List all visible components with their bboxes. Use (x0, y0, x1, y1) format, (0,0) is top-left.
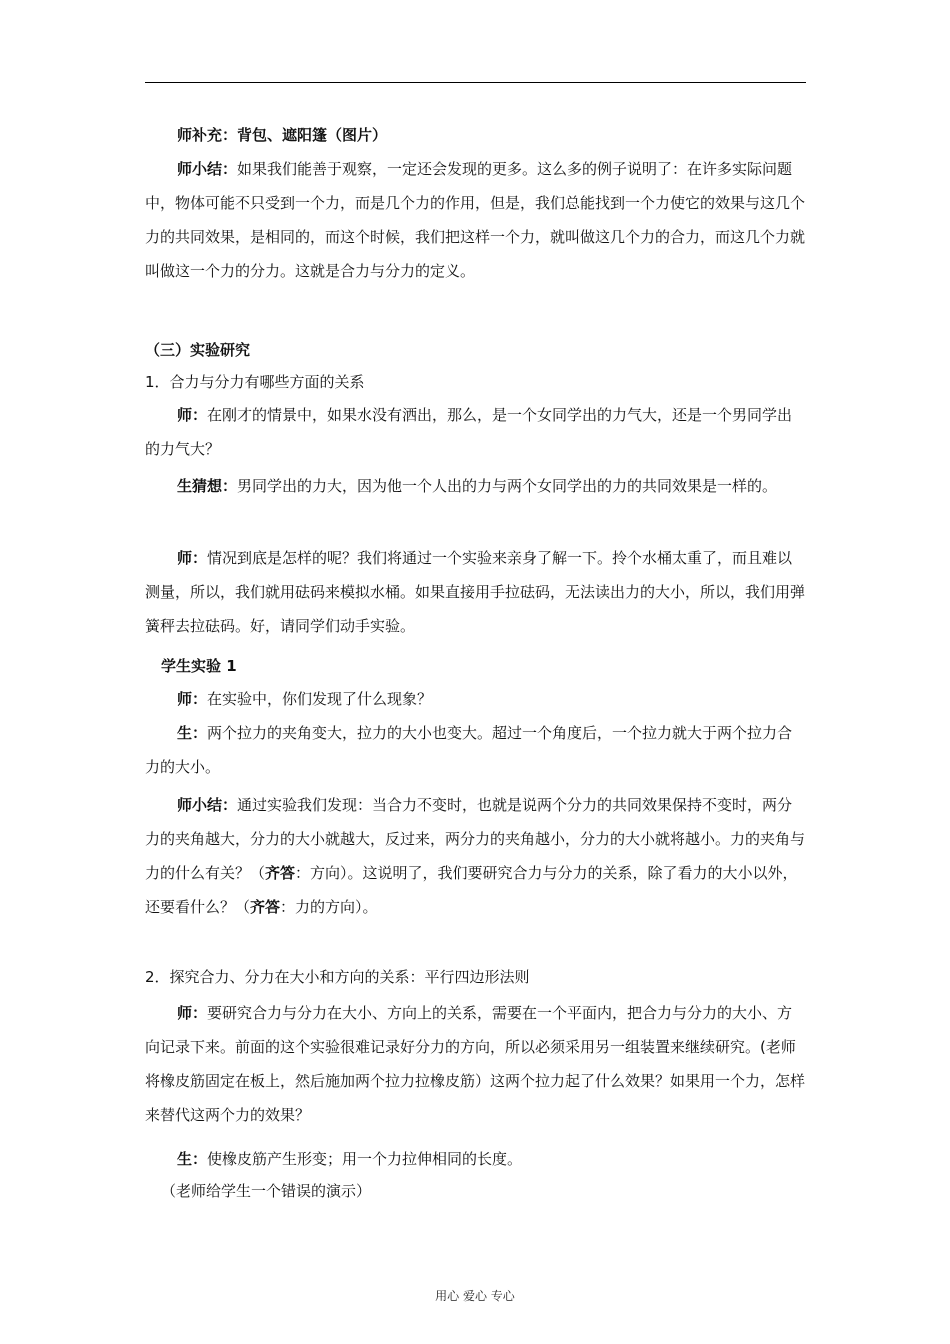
speaker-label: 师： (177, 406, 208, 424)
speaker-label: 师补充：背包、遮阳篷（图片） (177, 126, 388, 144)
chorus-label: 齐答 (250, 898, 281, 916)
para-student-reply (145, 1142, 806, 1176)
speaker-label: 生猜想： (177, 477, 238, 495)
para-text: 男同学出的力大，因为他一个人出的力与两个女同学出的力的共同效果是一样的。 (237, 477, 778, 495)
para-text: ：方向）。这说明了，我们要研究合力与分力的关系，除了看力的大小以外，还要看什么？（ (145, 864, 798, 916)
para-teacher-explain (145, 541, 806, 643)
para-text: 两个拉力的夹角变大，拉力的大小也变大。超过一个角度后，一个拉力就大于两个拉力合力的大小。 (145, 724, 793, 776)
para-teacher-summary (145, 152, 806, 288)
stage-direction: （老师给学生一个错误的演示） (161, 1182, 372, 1200)
para-text: 在实验中，你们发现了什么现象？ (207, 690, 433, 708)
para-teacher-question (145, 398, 806, 466)
para-teacher-ask (145, 682, 806, 716)
para-supplement (145, 118, 806, 152)
header-rule (145, 82, 806, 83)
para-text: 通过实验我们发现：当合力不变时，也就是说两个分力的共同效果保持不变时，两分力的夹角越大，分力的大小就越大，反过来，两分力的夹角越小，分力的大小就将越小。力的夹角与力的什么有关？（ (145, 796, 806, 882)
page-footer: 用心 爱心 专心 (435, 1289, 515, 1303)
speaker-label: 师小结： (177, 160, 238, 178)
experiment-label: 学生实验 1 (161, 657, 237, 675)
para-text: ：力的方向）。 (280, 898, 378, 916)
para-text: 如果我们能善于观察，一定还会发现的更多。这么多的例子说明了：在许多实际问题中，物体可能不只受到一个力，而是几个力的作用，但是，我们总能找到一个力使它的效果与这几个力的共同效果，是相同的，而这个时候，我们把这样一个力，就叫做这几个力的合力，而这几个力就叫做这一个力的分力。这就是合力与分力的定义。 (145, 160, 806, 280)
para-text: 在刚才的情景中，如果水没有洒出，那么，是一个女同学出的力气大，还是一个男同学出的力气大？ (145, 406, 793, 458)
para-teacher-summary-2 (145, 788, 806, 924)
chorus-label: 齐答 (265, 864, 296, 882)
speaker-label: 师： (177, 1004, 208, 1022)
item-heading-1: 1．合力与分力有哪些方面的关系 (145, 373, 365, 391)
speaker-label: 生： (177, 1150, 208, 1168)
para-teacher-research (145, 996, 806, 1132)
speaker-label: 生： (177, 724, 208, 742)
item-heading-2: 2．探究合力、分力在大小和方向的关系：平行四边形法则 (145, 968, 530, 986)
section-heading: （三）实验研究 (145, 341, 251, 359)
para-text: 情况到底是怎样的呢？我们将通过一个实验来亲身了解一下。拎个水桶太重了，而且难以测量，所以，我们就用砝码来模拟水桶。如果直接用手拉砝码，无法读出力的大小，所以，我们用弹簧秤去拉砝码。好，请同学们动手实验。 (145, 549, 806, 635)
speaker-label: 师： (177, 549, 208, 567)
speaker-label: 师： (177, 690, 208, 708)
para-student-answer (145, 716, 806, 784)
para-text: 使橡皮筋产生形变；用一个力拉伸相同的长度。 (207, 1150, 523, 1168)
para-text: 要研究合力与分力在大小、方向上的关系，需要在一个平面内，把合力与分力的大小、方向记录下来。前面的这个实验很难记录好分力的方向，所以必须采用另一组装置来继续研究。(老师将橡皮筋固定在板上，然后施加两个拉力拉橡皮筋）这两个拉力起了什么效果？如果用一个力，怎样来替代这两个力的效果？ (145, 1004, 806, 1124)
speaker-label: 师小结： (177, 796, 238, 814)
para-student-guess (145, 469, 806, 503)
